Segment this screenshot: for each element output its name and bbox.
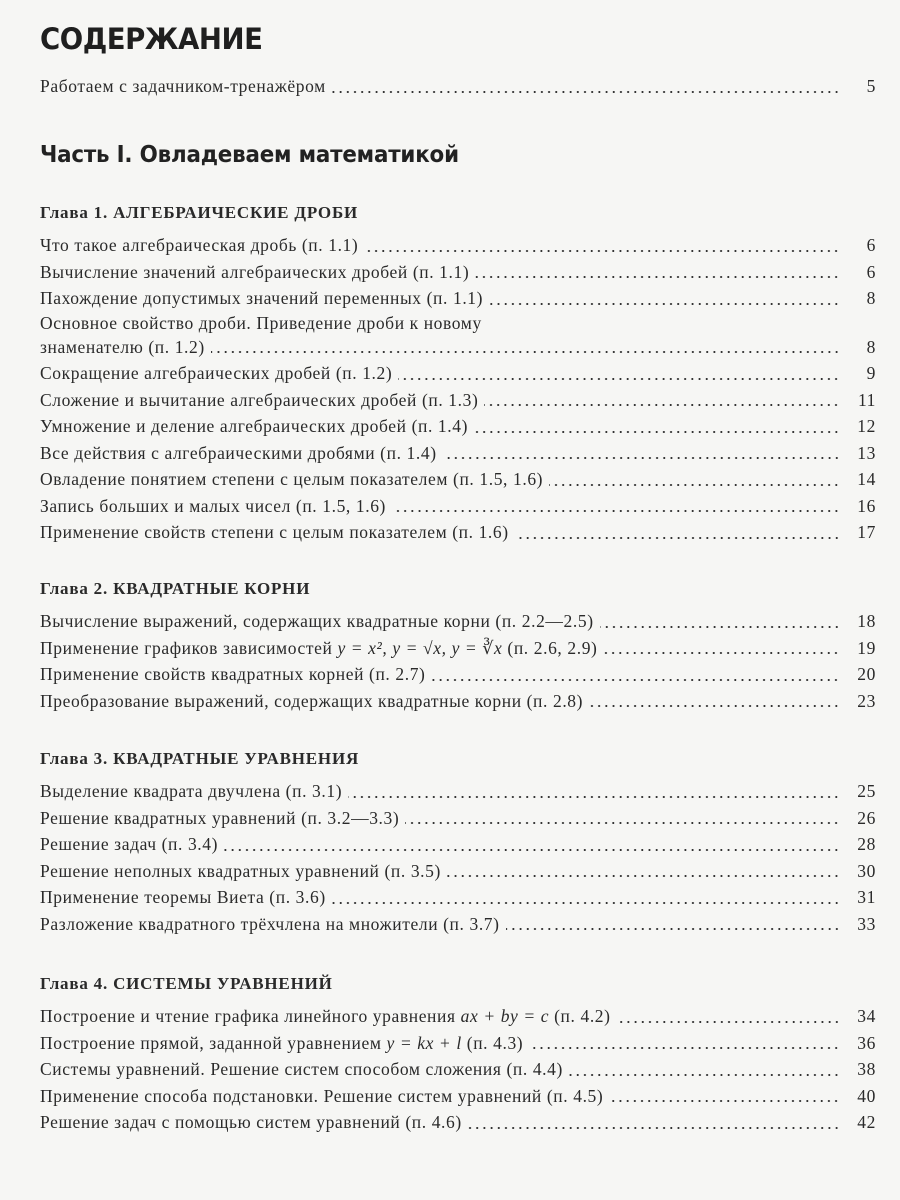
entry-text-main: Применение теоремы Виета (п. 3.6) (40, 887, 326, 907)
entry-text-main: Применение графиков зависимостей (40, 637, 338, 658)
entry-page: 11 (857, 389, 876, 410)
toc-entry[interactable] (40, 312, 876, 334)
toc-entry[interactable] (40, 635, 876, 662)
toc-entry[interactable] (40, 1030, 876, 1057)
math-formula: y = x², y = √x, y = ∛x (337, 637, 503, 658)
entry-page: 33 (857, 913, 876, 934)
entry-page: 19 (857, 637, 876, 658)
toc-entry[interactable] (40, 413, 876, 440)
entry-text-main: Решение квадратных уравнений (п. 3.2—3.3) (40, 807, 400, 828)
entry-text: знаменателю (п. 1.2) (40, 336, 205, 357)
dot-leader (468, 1127, 840, 1129)
dot-leader (589, 705, 840, 707)
toc-entry[interactable] (40, 73, 876, 100)
toc-entry[interactable] (40, 1056, 876, 1083)
dot-leader (506, 928, 840, 930)
chapter-3 (40, 749, 876, 937)
entry-page: 40 (857, 1085, 876, 1106)
entry-text (40, 259, 469, 286)
entry-text: Работаем с задачником-тренажёром (40, 76, 326, 96)
entry-text (40, 360, 392, 387)
entry-text (40, 1056, 563, 1083)
entry-text-suffix: (п. 4.3) (461, 1032, 524, 1053)
entry-page: 16 (857, 495, 876, 516)
toc-entry[interactable] (40, 911, 876, 938)
entry-text-main: Применение свойств степени с целым показателем (п. 1.6) (40, 522, 509, 542)
toc-entry[interactable] (40, 1109, 876, 1136)
entry-page: 8 (866, 336, 876, 357)
entry-text (40, 440, 437, 467)
entry-text (40, 911, 500, 938)
dot-leader (364, 250, 840, 252)
entry-text (40, 1030, 523, 1057)
entry-text (40, 1083, 603, 1110)
dot-leader (405, 822, 840, 824)
entry-page: 30 (857, 860, 876, 881)
page-title: СОДЕРЖАНИЕ (40, 22, 263, 56)
toc-entry[interactable] (40, 360, 876, 387)
chapter-title: Глава 4. СИСТЕМЫ УРАВНЕНИЙ (40, 974, 333, 993)
entry-text-main: Что такое алгебраическая дробь (п. 1.1) (40, 235, 359, 255)
entry-text-main: Решение задач с помощью систем уравнений (п. 4.6) (40, 1112, 462, 1132)
entry-text (40, 858, 441, 885)
toc-entry[interactable] (40, 778, 876, 805)
entry-text-main: Умножение и деление алгебраических дробей (п. 1.4) (40, 416, 469, 436)
dot-leader (600, 626, 840, 628)
dot-leader (348, 796, 840, 798)
entry-text-main: Пахождение допустимых значений переменных (п. 1.1) (40, 288, 484, 308)
entry-text (40, 778, 342, 805)
toc-entry[interactable] (40, 466, 876, 493)
toc-entry[interactable] (40, 285, 876, 312)
entry-text (40, 285, 483, 312)
entry-page: 38 (857, 1059, 876, 1079)
toc-entry[interactable] (40, 858, 876, 885)
entry-page: 8 (866, 288, 876, 308)
entry-text (40, 493, 386, 520)
entry-text (40, 608, 594, 635)
entry-text-main: Вычисление значений алгебраических дробей (п. 1.1) (40, 261, 470, 282)
entry-text-main: Применение способа подстановки. Решение систем уравнений (п. 4.5) (40, 1085, 604, 1106)
dot-leader (484, 404, 840, 406)
toc-entry[interactable] (40, 661, 876, 688)
dot-leader (447, 875, 840, 877)
toc-entry[interactable] (40, 259, 876, 286)
entry-text-main: Решение задач (п. 3.4) (40, 834, 219, 854)
entry-text (40, 831, 218, 858)
chapter-4 (40, 974, 876, 1136)
entry-text-main: Сокращение алгебраических дробей (п. 1.2) (40, 363, 393, 383)
dot-leader (392, 510, 840, 512)
dot-leader (489, 303, 840, 305)
entry-page: 25 (857, 781, 876, 801)
toc-entry[interactable] (40, 608, 876, 635)
toc-entry[interactable] (40, 493, 876, 520)
intro-section (40, 73, 876, 100)
math-formula: ax + by = c (460, 1006, 550, 1026)
entry-text-main: Овладение понятием степени с целым показателем (п. 1.5, 1.6) (40, 469, 544, 489)
entry-text-suffix: (п. 2.6, 2.9) (502, 637, 598, 658)
dot-leader (529, 1047, 840, 1049)
toc-entry[interactable] (40, 831, 876, 858)
entry-text (40, 805, 399, 832)
entry-page: 42 (857, 1112, 876, 1132)
entry-page: 31 (857, 887, 876, 907)
entry-text-suffix: (п. 4.2) (549, 1006, 611, 1026)
toc-entry[interactable] (40, 1003, 876, 1030)
entry-page: 18 (857, 611, 876, 631)
dot-leader (569, 1074, 840, 1076)
toc-entry[interactable] (40, 387, 876, 414)
entry-text-main: Построение и чтение графика линейного уравнения (40, 1006, 461, 1026)
dot-leader (443, 457, 840, 459)
entry-text-main: Системы уравнений. Решение систем способом сложения (п. 4.4) (40, 1059, 563, 1079)
dot-leader (431, 679, 840, 681)
entry-page: 14 (857, 469, 876, 489)
dot-leader (474, 431, 840, 433)
entry-text-main: Решение неполных квадратных уравнений (п. 3.5) (40, 860, 441, 881)
dot-leader (515, 537, 840, 539)
toc-entry[interactable] (40, 688, 876, 715)
dot-leader (211, 351, 840, 353)
entry-text-main: Выделение квадрата двучлена (п. 3.1) (40, 781, 343, 801)
entry-text (40, 661, 425, 688)
entry-text (40, 635, 597, 662)
chapter-2 (40, 579, 876, 714)
chapter-1 (40, 203, 876, 546)
toc-entry[interactable] (40, 519, 876, 546)
dot-leader (475, 276, 840, 278)
entry-text (40, 413, 468, 440)
entry-page: 20 (857, 664, 876, 684)
toc-entry[interactable] (40, 440, 876, 467)
entry-text-main: Все действия с алгебраическими дробями (п. 1.4) (40, 442, 437, 463)
entry-text (40, 688, 583, 715)
entry-text-main: Запись больших и малых чисел (п. 1.5, 1.6) (40, 495, 386, 516)
toc-entry[interactable] (40, 1083, 876, 1110)
chapter-title: Глава 2. КВАДРАТНЫЕ КОРНИ (40, 579, 311, 598)
entry-text: Основное свойство дроби. Приведение дроби к новому (40, 312, 482, 333)
entry-text-main: Применение свойств квадратных корней (п. 2.7) (40, 664, 426, 684)
entry-text (40, 1003, 611, 1030)
entry-text-main: Преобразование выражений, содержащих квадратные корни (п. 2.8) (40, 690, 584, 711)
toc-entry-continuation[interactable] (40, 334, 876, 361)
toc-entry[interactable] (40, 232, 876, 259)
entry-page: 23 (857, 690, 876, 711)
dot-leader (332, 902, 840, 904)
entry-text-main: Построение прямой, заданной уравнением (40, 1032, 387, 1053)
dot-leader (603, 652, 840, 654)
entry-text (40, 387, 478, 414)
toc-entry[interactable] (40, 805, 876, 832)
chapter-title: Глава 1. АЛГЕБРАИЧЕСКИЕ ДРОБИ (40, 203, 359, 222)
entry-text (40, 232, 358, 259)
entry-page: 9 (866, 363, 876, 383)
entry-page: 6 (866, 235, 876, 255)
entry-text-main: Разложение квадратного трёхчлена на множители (п. 3.7) (40, 913, 500, 934)
entry-text (40, 884, 326, 911)
entry-page: 34 (857, 1006, 876, 1026)
entry-page: 36 (857, 1032, 876, 1053)
entry-text (40, 1109, 462, 1136)
dot-leader (549, 484, 840, 486)
entry-page: 13 (857, 442, 876, 463)
entry-page: 12 (857, 416, 876, 436)
entry-page: 6 (866, 261, 876, 282)
entry-page: 17 (857, 522, 876, 542)
dot-leader (224, 849, 840, 851)
entry-page: 28 (857, 834, 876, 854)
entry-text (40, 519, 509, 546)
math-formula: y = kx + l (386, 1032, 462, 1053)
entry-text-main: Сложение и вычитание алгебраических дробей (п. 1.3) (40, 389, 479, 410)
chapter-title: Глава 3. КВАДРАТНЫЕ УРАВНЕНИЯ (40, 749, 360, 768)
entry-text-main: Вычисление выражений, содержащих квадратные корни (п. 2.2—2.5) (40, 611, 594, 631)
dot-leader (617, 1021, 840, 1023)
dot-leader (332, 91, 840, 93)
entry-text (40, 466, 543, 493)
toc-entry[interactable] (40, 884, 876, 911)
entry-page: 5 (866, 76, 876, 96)
entry-page: 26 (857, 807, 876, 828)
dot-leader (398, 378, 840, 380)
part-heading: Часть I. Овладеваем математикой (40, 142, 459, 168)
dot-leader (609, 1100, 840, 1102)
